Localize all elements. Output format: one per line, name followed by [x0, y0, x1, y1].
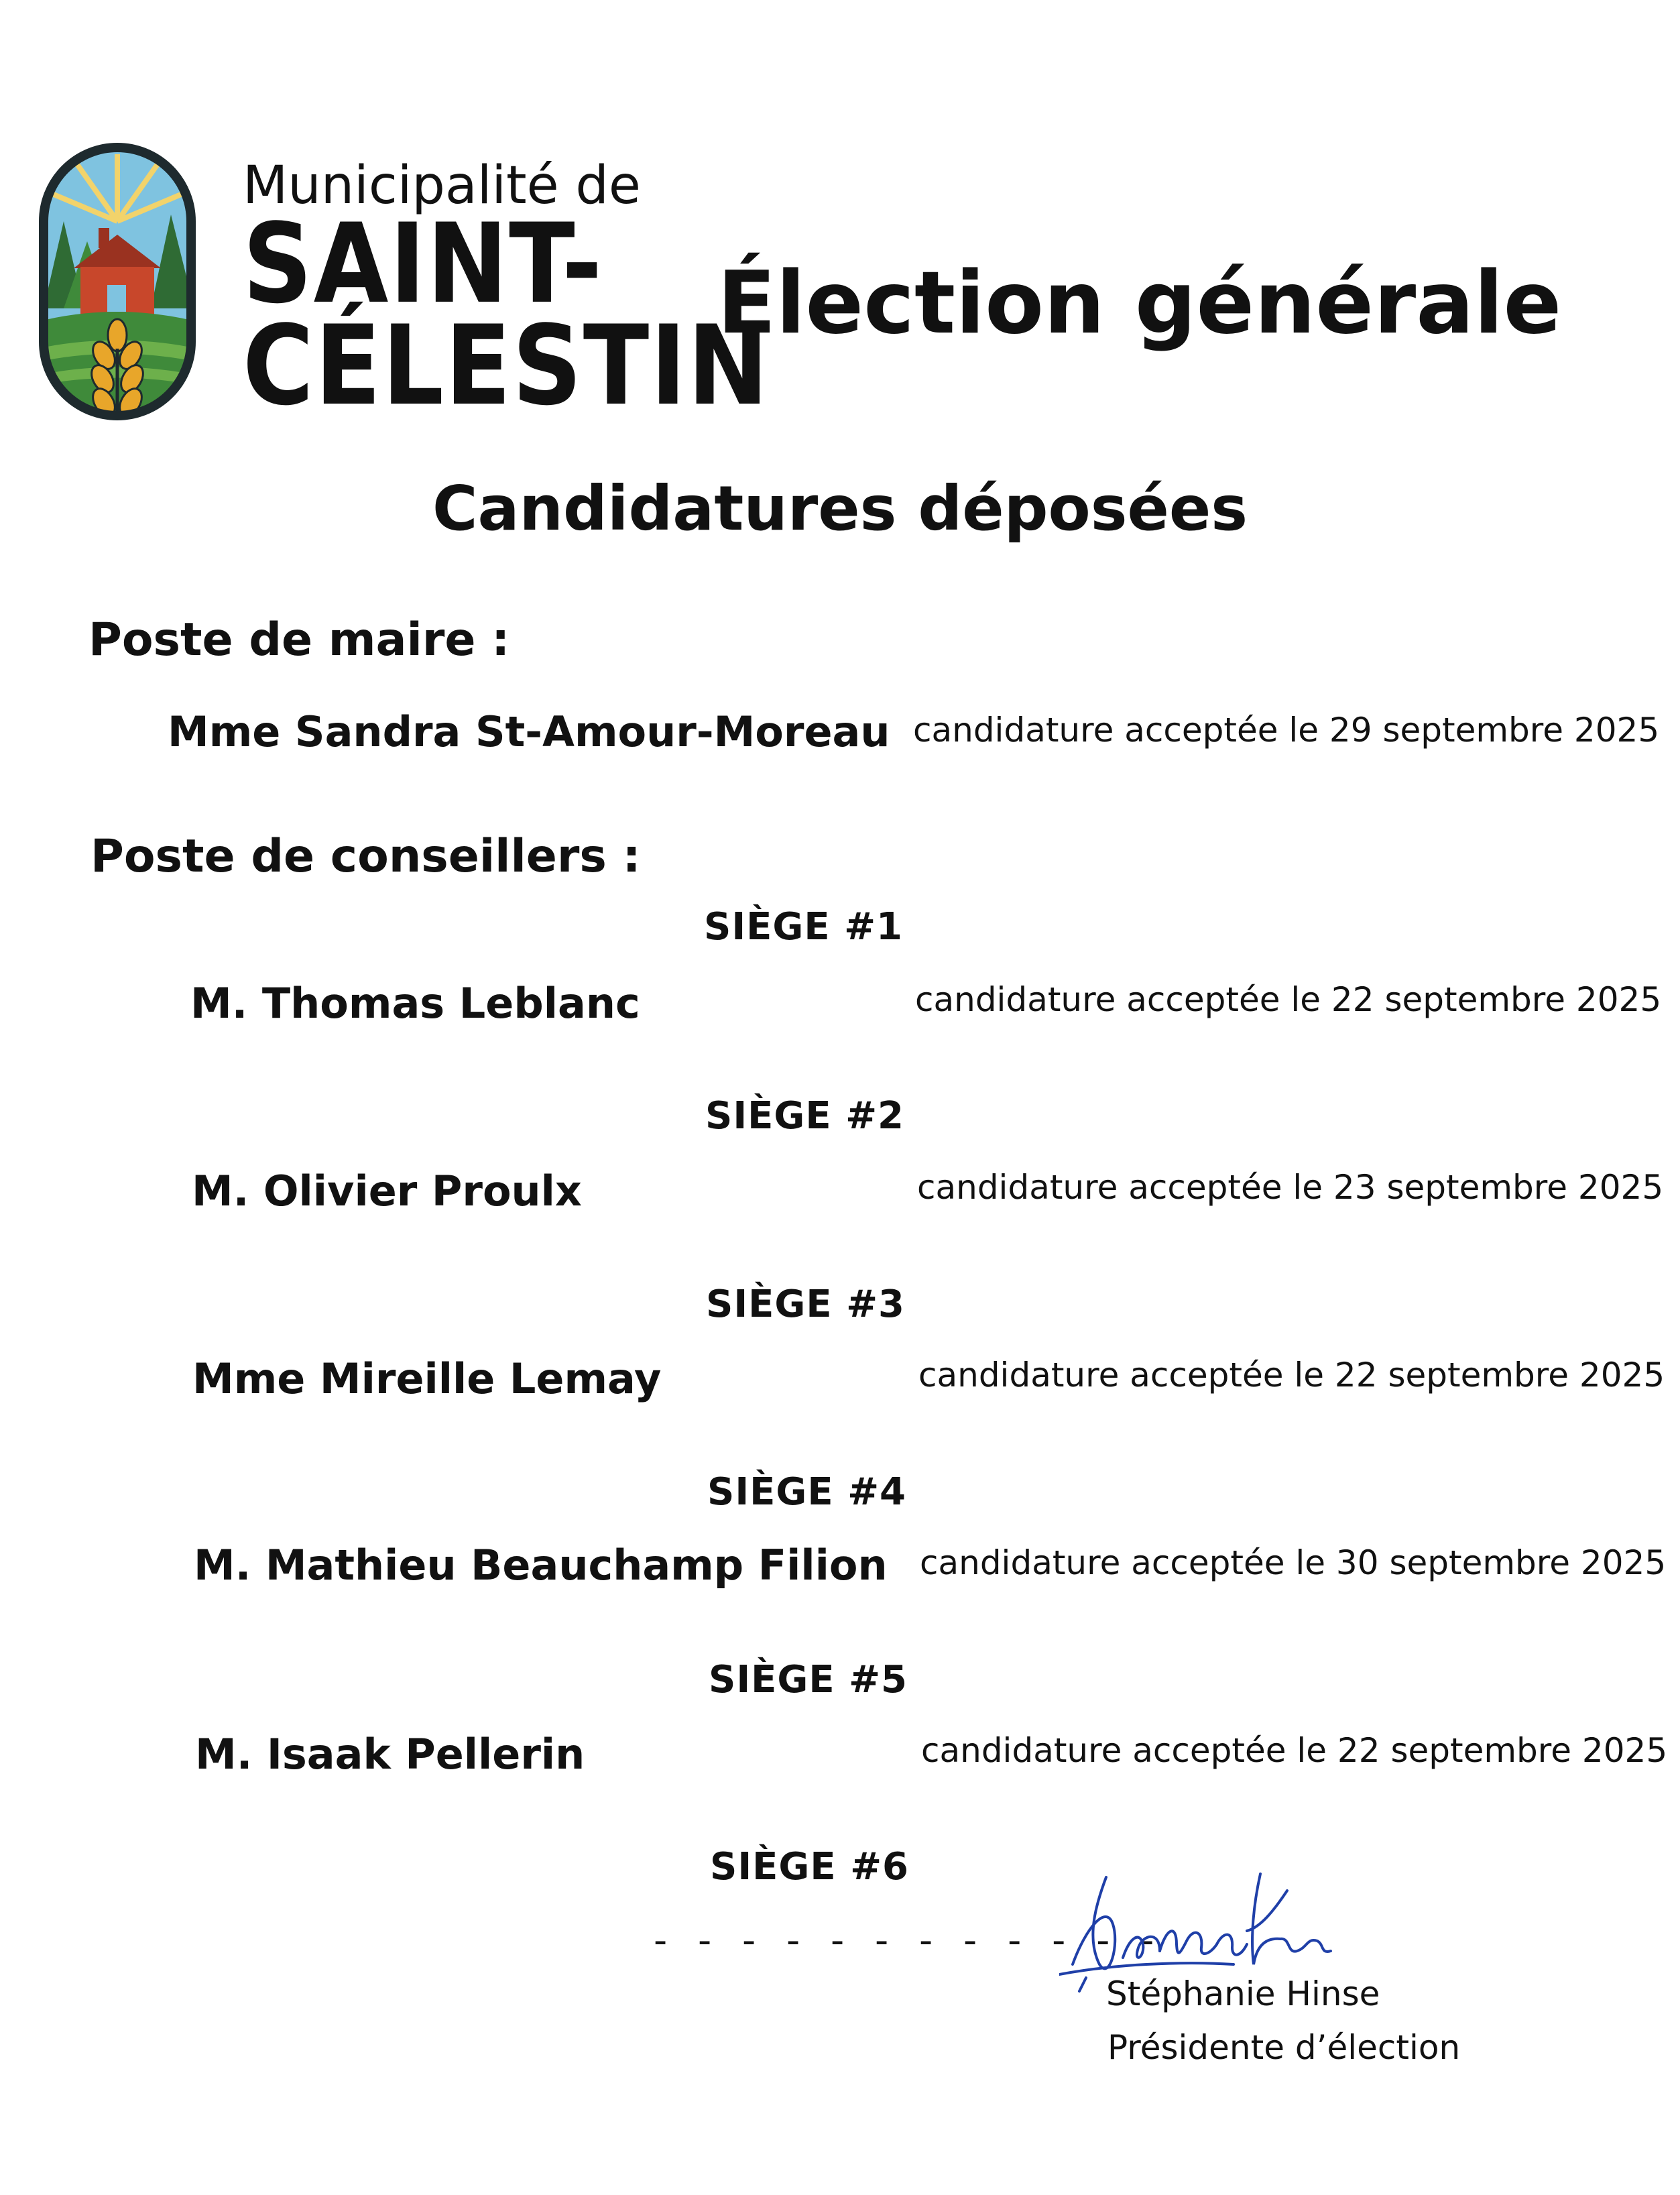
seat-5-label: SIÈGE #5	[709, 1658, 908, 1702]
seat-5-candidate-name: M. Isaak Pellerin	[195, 1730, 585, 1779]
seat-1-candidate-status: candidature acceptée le 22 septembre 2025	[915, 980, 1662, 1019]
seat-3-candidate-name: Mme Mireille Lemay	[192, 1354, 662, 1403]
page-title: Élection générale	[717, 253, 1562, 353]
mayor-section-heading: Poste de maire :	[88, 613, 510, 666]
seat-4-candidate-name: M. Mathieu Beauchamp Filion	[194, 1541, 888, 1590]
seat-6-vacant-placeholder: - - - - - - - - - - - -	[654, 1919, 1164, 1962]
seat-1-label: SIÈGE #1	[704, 905, 904, 949]
logo-municipality-name: SAINT- CÉLESTIN	[243, 200, 770, 430]
councillors-section-heading: Poste de conseillers :	[91, 830, 641, 883]
page-subtitle: Candidatures déposées	[432, 473, 1248, 544]
seat-4-candidate-status: candidature acceptée le 30 septembre 2025	[920, 1543, 1667, 1582]
municipality-logo-emblem	[37, 141, 198, 422]
seat-2-label: SIÈGE #2	[705, 1094, 905, 1138]
mayor-candidate-name: Mme Sandra St-Amour-Moreau	[168, 707, 890, 756]
seat-3-label: SIÈGE #3	[706, 1283, 906, 1326]
seat-2-candidate-status: candidature acceptée le 23 septembre 2025	[917, 1168, 1664, 1207]
seat-2-candidate-name: M. Olivier Proulx	[192, 1167, 582, 1215]
seat-4-label: SIÈGE #4	[707, 1470, 907, 1514]
seat-5-candidate-status: candidature acceptée le 22 septembre 2025	[921, 1731, 1668, 1770]
seat-3-candidate-status: candidature acceptée le 22 septembre 2025	[918, 1356, 1665, 1395]
signatory-role: Présidente d’élection	[1107, 2028, 1461, 2067]
seat-1-candidate-name: M. Thomas Leblanc	[190, 979, 640, 1028]
signatory-name: Stéphanie Hinse	[1106, 1974, 1380, 2013]
seat-6-label: SIÈGE #6	[710, 1845, 910, 1889]
mayor-candidate-status: candidature acceptée le 29 septembre 2025	[913, 711, 1660, 750]
logo-municipality-label: Municipalité de	[243, 156, 641, 216]
